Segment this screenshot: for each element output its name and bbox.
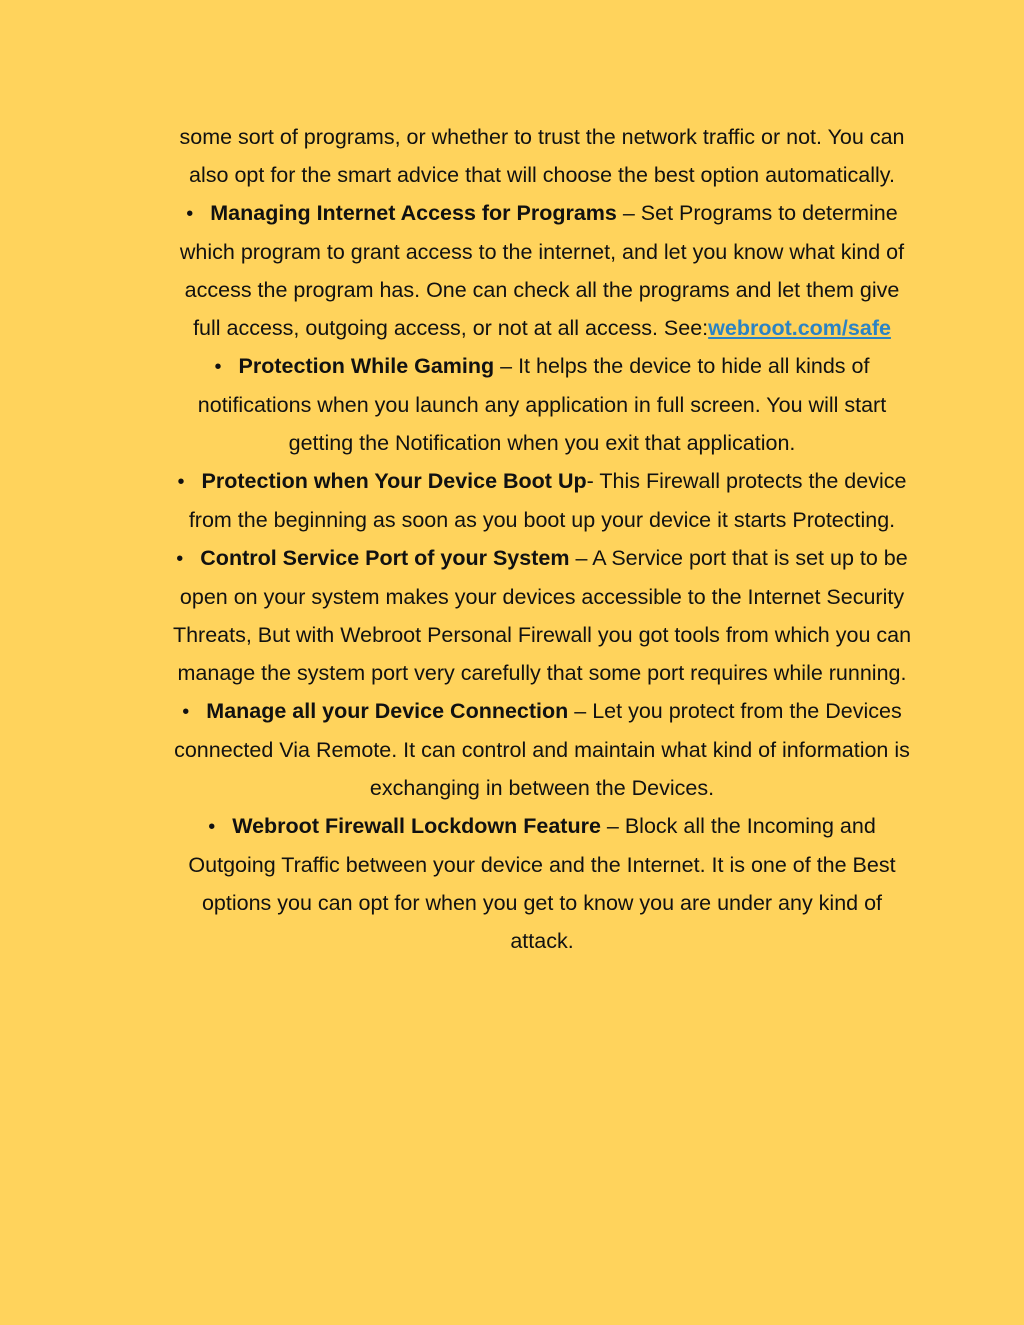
item-title: Managing Internet Access for Programs bbox=[210, 201, 617, 225]
item-text: Set Programs to determine which program to grant access to the internet, and let you know what kind of access the program has. One can check all the programs and let them give full access, outgoing access, or not at all access. See: bbox=[179, 201, 905, 340]
intro-paragraph: some sort of programs, or whether to trust the network traffic or not. You can also opt for the smart advice that will choose the best option automatically. bbox=[179, 125, 905, 187]
list-item-gaming bbox=[170, 347, 914, 462]
item-separator: – bbox=[568, 699, 593, 723]
item-text: This Firewall protects the device from the beginning as soon as you boot up your device it starts Protecting. bbox=[188, 469, 907, 532]
bullet-icon bbox=[186, 194, 210, 233]
list-item-service-port bbox=[170, 539, 914, 692]
bullet-icon bbox=[182, 692, 206, 731]
webroot-safe-link[interactable]: webroot.com/safe bbox=[708, 316, 891, 340]
item-title: Webroot Firewall Lockdown Feature bbox=[232, 814, 601, 838]
list-item-internet-access bbox=[170, 194, 914, 347]
item-separator: – bbox=[616, 201, 641, 225]
item-text: It helps the device to hide all kinds of notifications when you launch any application in full screen. You will start getting the Notification when you exit that application. bbox=[197, 354, 887, 455]
bullet-icon bbox=[208, 807, 232, 846]
item-text: Let you protect from the Devices connected Via Remote. It can control and maintain what kind of information is exchanging in between the Devices. bbox=[174, 699, 910, 800]
item-text: A Service port that is set up to be open on your system makes your devices accessible to the Internet Security Threats, But with Webroot Personal Firewall you got tools from which you can manage the system port very carefully that some port requires while running. bbox=[172, 546, 912, 685]
item-title: Protection While Gaming bbox=[238, 354, 495, 378]
item-separator: – bbox=[600, 814, 625, 838]
item-separator: – bbox=[569, 546, 593, 570]
bullet-icon bbox=[178, 462, 202, 501]
list-item-device-connection bbox=[170, 692, 914, 807]
document-body bbox=[170, 118, 914, 960]
bullet-icon bbox=[215, 347, 239, 386]
item-title: Control Service Port of your System bbox=[200, 546, 570, 570]
item-title: Protection when Your Device Boot Up bbox=[201, 469, 587, 493]
item-separator: - bbox=[586, 469, 600, 493]
item-separator: – bbox=[494, 354, 519, 378]
list-item-lockdown bbox=[170, 807, 914, 960]
list-item-boot-up bbox=[170, 462, 914, 539]
bullet-icon bbox=[176, 539, 200, 578]
item-title: Manage all your Device Connection bbox=[206, 699, 569, 723]
item-text: Block all the Incoming and Outgoing Traffic between your device and the Internet. It is one of the Best options you can opt for when you get to know you are under any kind of attack. bbox=[188, 814, 896, 953]
